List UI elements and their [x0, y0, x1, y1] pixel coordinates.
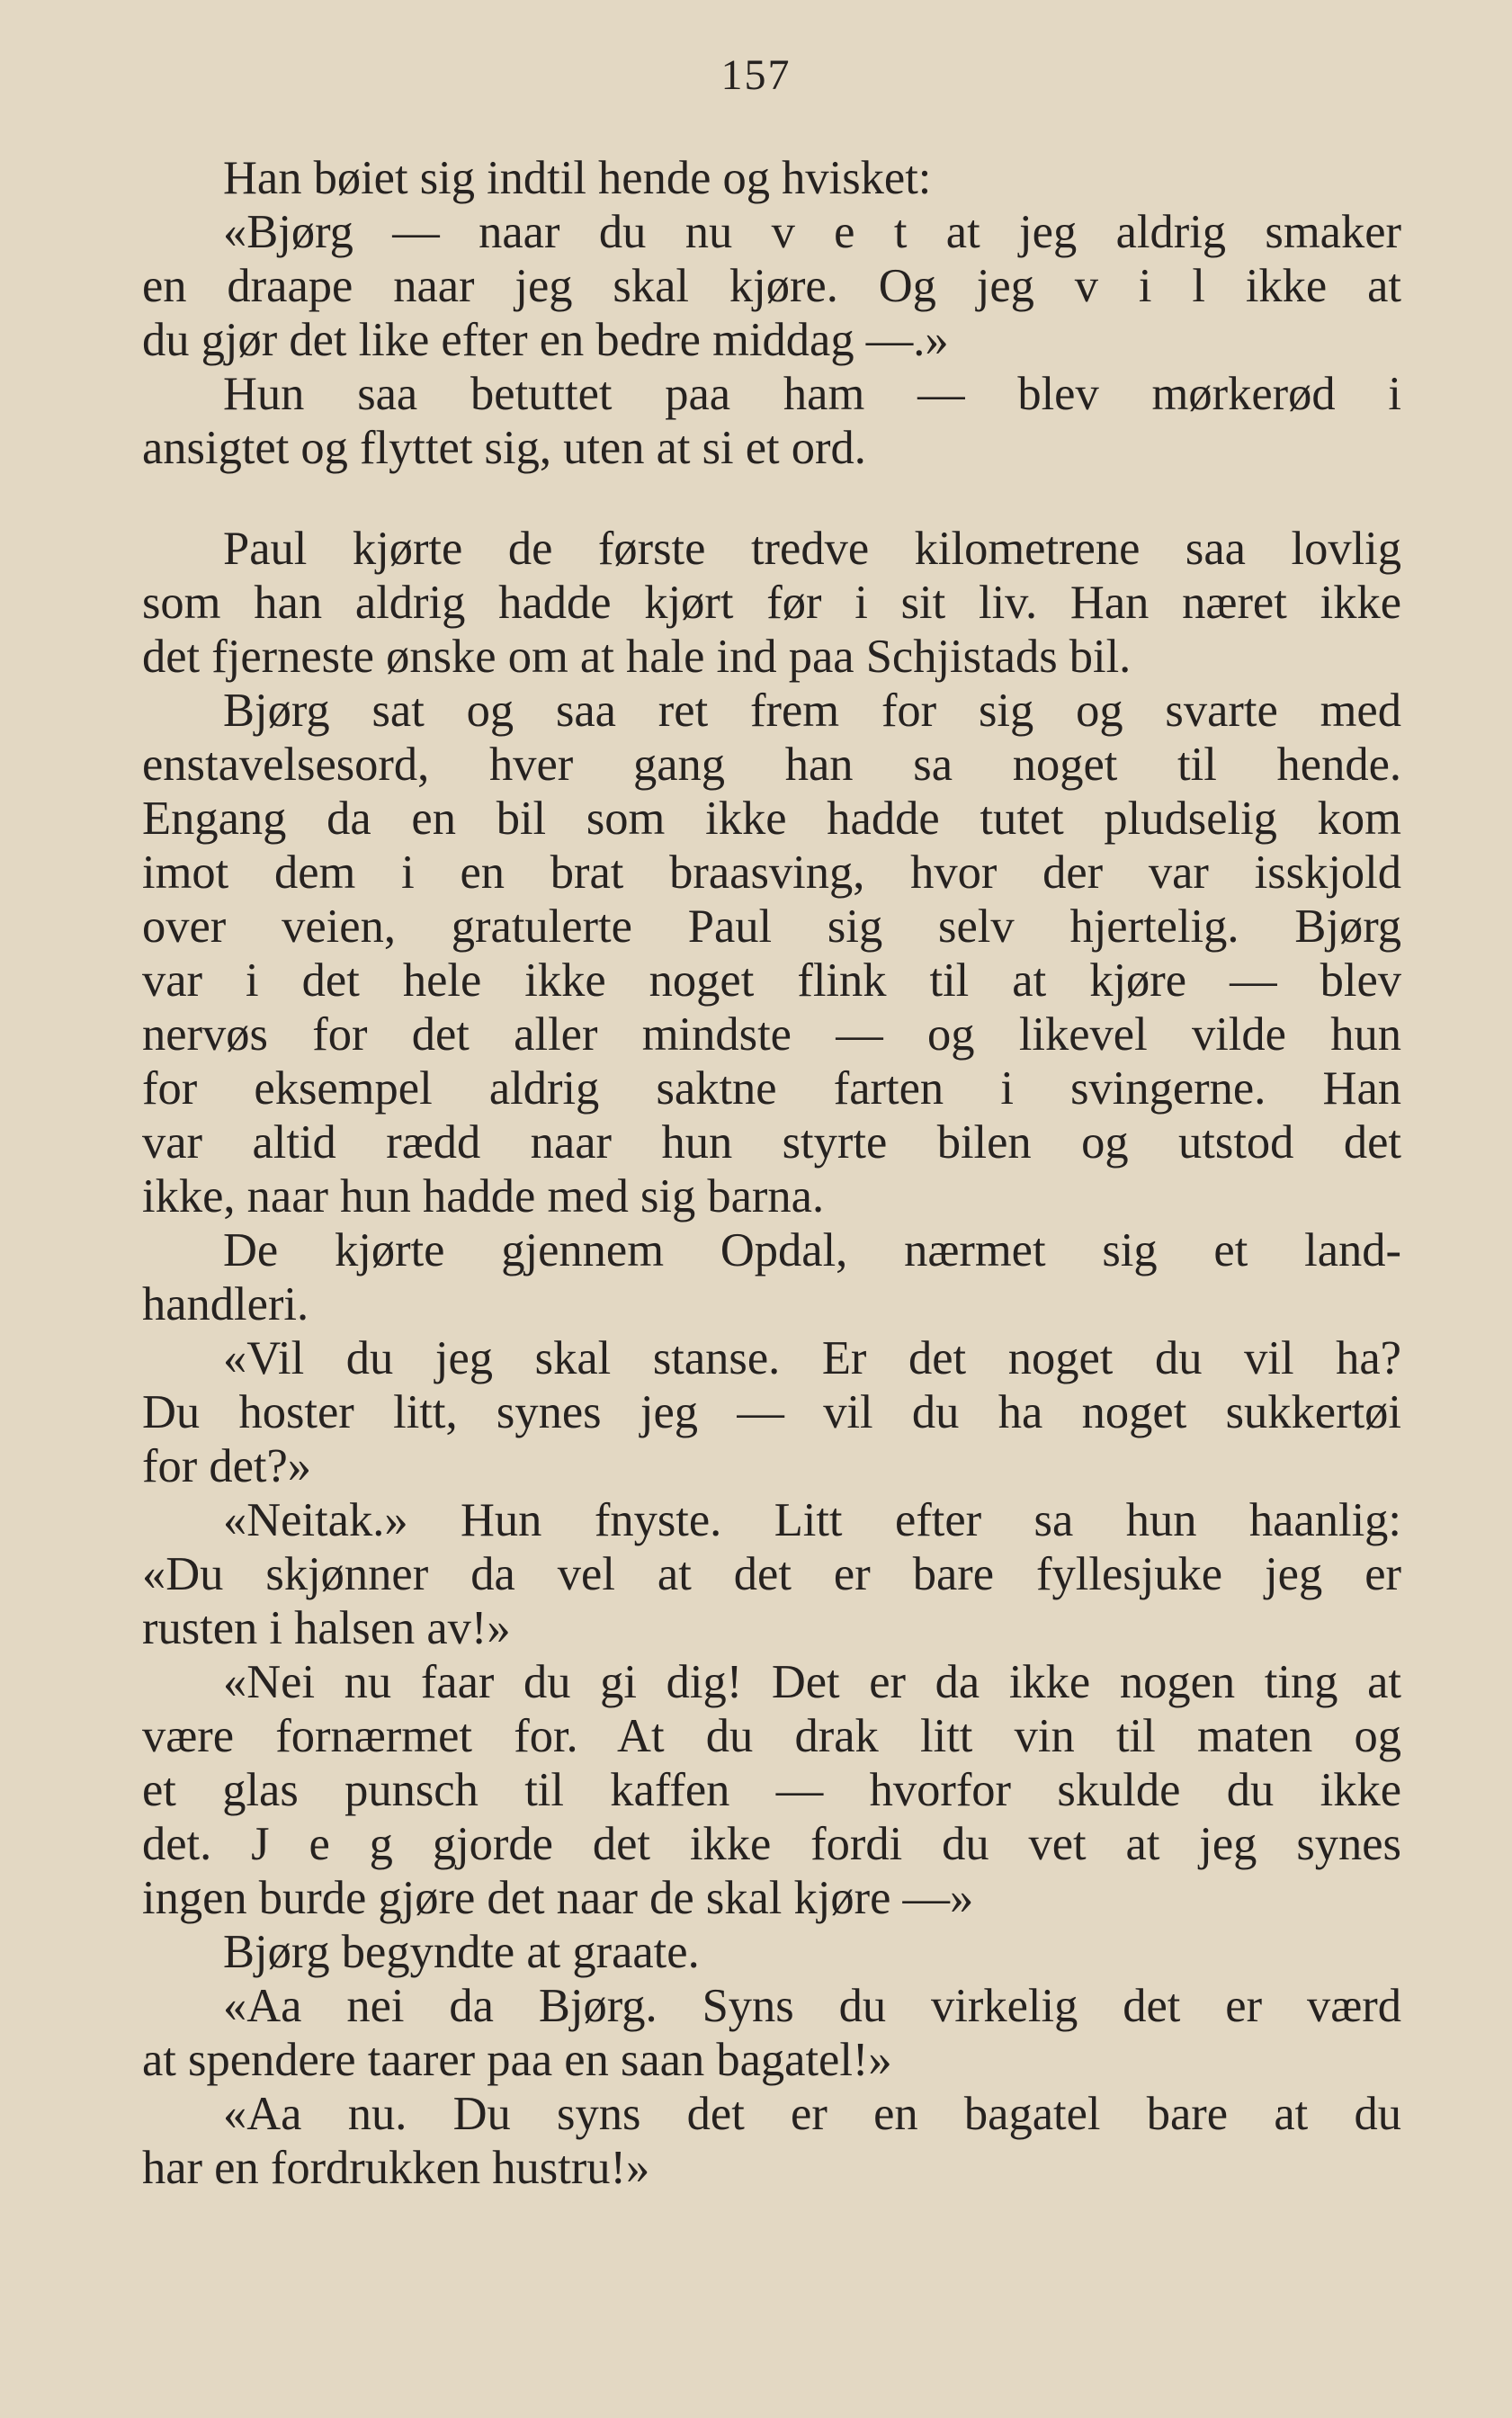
- text-line: Han bøiet sig indtil hende og hvisket:: [223, 152, 932, 204]
- text-line: det. J e g gjorde det ikke fordi du vet at jeg synes: [142, 1818, 1401, 1870]
- text-line: «Vil du jeg skal stanse. Er det noget du vil ha?: [223, 1332, 1401, 1384]
- text-line: «Du skjønner da vel at det er bare fyllesjuke jeg er: [142, 1548, 1401, 1600]
- paragraph: [142, 1655, 1401, 1925]
- text-line: ikke, naar hun hadde med sig barna.: [142, 1170, 825, 1222]
- text-line: Paul kjørte de første tredve kilometrene saa lovlig: [223, 523, 1401, 575]
- text-line: Du hoster litt, synes jeg — vil du ha noget sukkertøi: [142, 1386, 1401, 1438]
- text-line: et glas punsch til kaffen — hvorfor skulde du ikke: [142, 1764, 1401, 1816]
- paragraph: [142, 205, 1401, 367]
- text-line: være fornærmet for. At du drak litt vin til maten og: [142, 1710, 1401, 1762]
- text-line: enstavelsesord, hver gang han sa noget til hende.: [142, 739, 1401, 791]
- paragraph: [142, 1925, 1401, 1979]
- page-number: 157: [720, 51, 792, 99]
- text-line: Engang da en bil som ikke hadde tutet pludselig kom: [142, 793, 1401, 845]
- text-line: det fjerneste ønske om at hale ind paa Schjistads bil.: [142, 631, 1132, 683]
- paragraph: [142, 151, 1401, 205]
- text-line: «Bjørg — naar du nu v e t at jeg aldrig smaker: [223, 206, 1401, 258]
- section-break: [142, 475, 1401, 522]
- text-line: ingen burde gjøre det naar de skal kjøre —»: [142, 1872, 974, 1924]
- text-line: som han aldrig hadde kjørt før i sit liv. Han næret ikke: [142, 577, 1401, 629]
- text-line: Bjørg begyndte at graate.: [223, 1926, 700, 1978]
- text-line: imot dem i en brat braasving, hvor der var isskjold: [142, 846, 1401, 899]
- text-line: over veien, gratulerte Paul sig selv hjertelig. Bjørg: [142, 900, 1401, 953]
- text-line: ansigtet og flyttet sig, uten at si et ord.: [142, 422, 866, 474]
- text-line: for eksempel aldrig saktne farten i svingerne. Han: [142, 1062, 1401, 1115]
- paragraph: [142, 684, 1401, 1223]
- paragraph: [142, 1979, 1401, 2087]
- text-line: «Neitak.» Hun fnyste. Litt efter sa hun haanlig:: [223, 1494, 1401, 1546]
- text-line: «Aa nei da Bjørg. Syns du virkelig det er værd: [223, 1980, 1401, 2032]
- text-line: har en fordrukken hustru!»: [142, 2142, 650, 2194]
- text-line: nervøs for det aller mindste — og likevel vilde hun: [142, 1008, 1401, 1061]
- paragraph: [142, 1493, 1401, 1655]
- paragraph: [142, 367, 1401, 475]
- paragraph: [142, 1223, 1401, 1331]
- text-line: Hun saa betuttet paa ham — blev mørkerød i: [223, 368, 1401, 420]
- text-line: var i det hele ikke noget flink til at kjøre — blev: [142, 954, 1401, 1007]
- text-line: for det?»: [142, 1440, 312, 1492]
- text-line: «Nei nu faar du gi dig! Det er da ikke nogen ting at: [223, 1656, 1401, 1708]
- text-line: handleri.: [142, 1278, 309, 1330]
- paragraph: [142, 1331, 1401, 1493]
- paragraph: [142, 522, 1401, 684]
- text-line: du gjør det like efter en bedre middag —.»: [142, 314, 949, 366]
- text-line: De kjørte gjennem Opdal, nærmet sig et land-: [223, 1224, 1401, 1276]
- text-line: at spendere taarer paa en saan bagatel!»: [142, 2034, 892, 2086]
- text-line: en draape naar jeg skal kjøre. Og jeg v i l ikke at: [142, 260, 1401, 312]
- text-line: «Aa nu. Du syns det er en bagatel bare at du: [223, 2088, 1401, 2140]
- paragraph: [142, 2087, 1401, 2195]
- text-line: var altid rædd naar hun styrte bilen og utstod det: [142, 1116, 1401, 1169]
- text-line: rusten i halsen av!»: [142, 1602, 511, 1654]
- body-text: [142, 151, 1401, 2195]
- text-line: Bjørg sat og saa ret frem for sig og svarte med: [223, 685, 1401, 737]
